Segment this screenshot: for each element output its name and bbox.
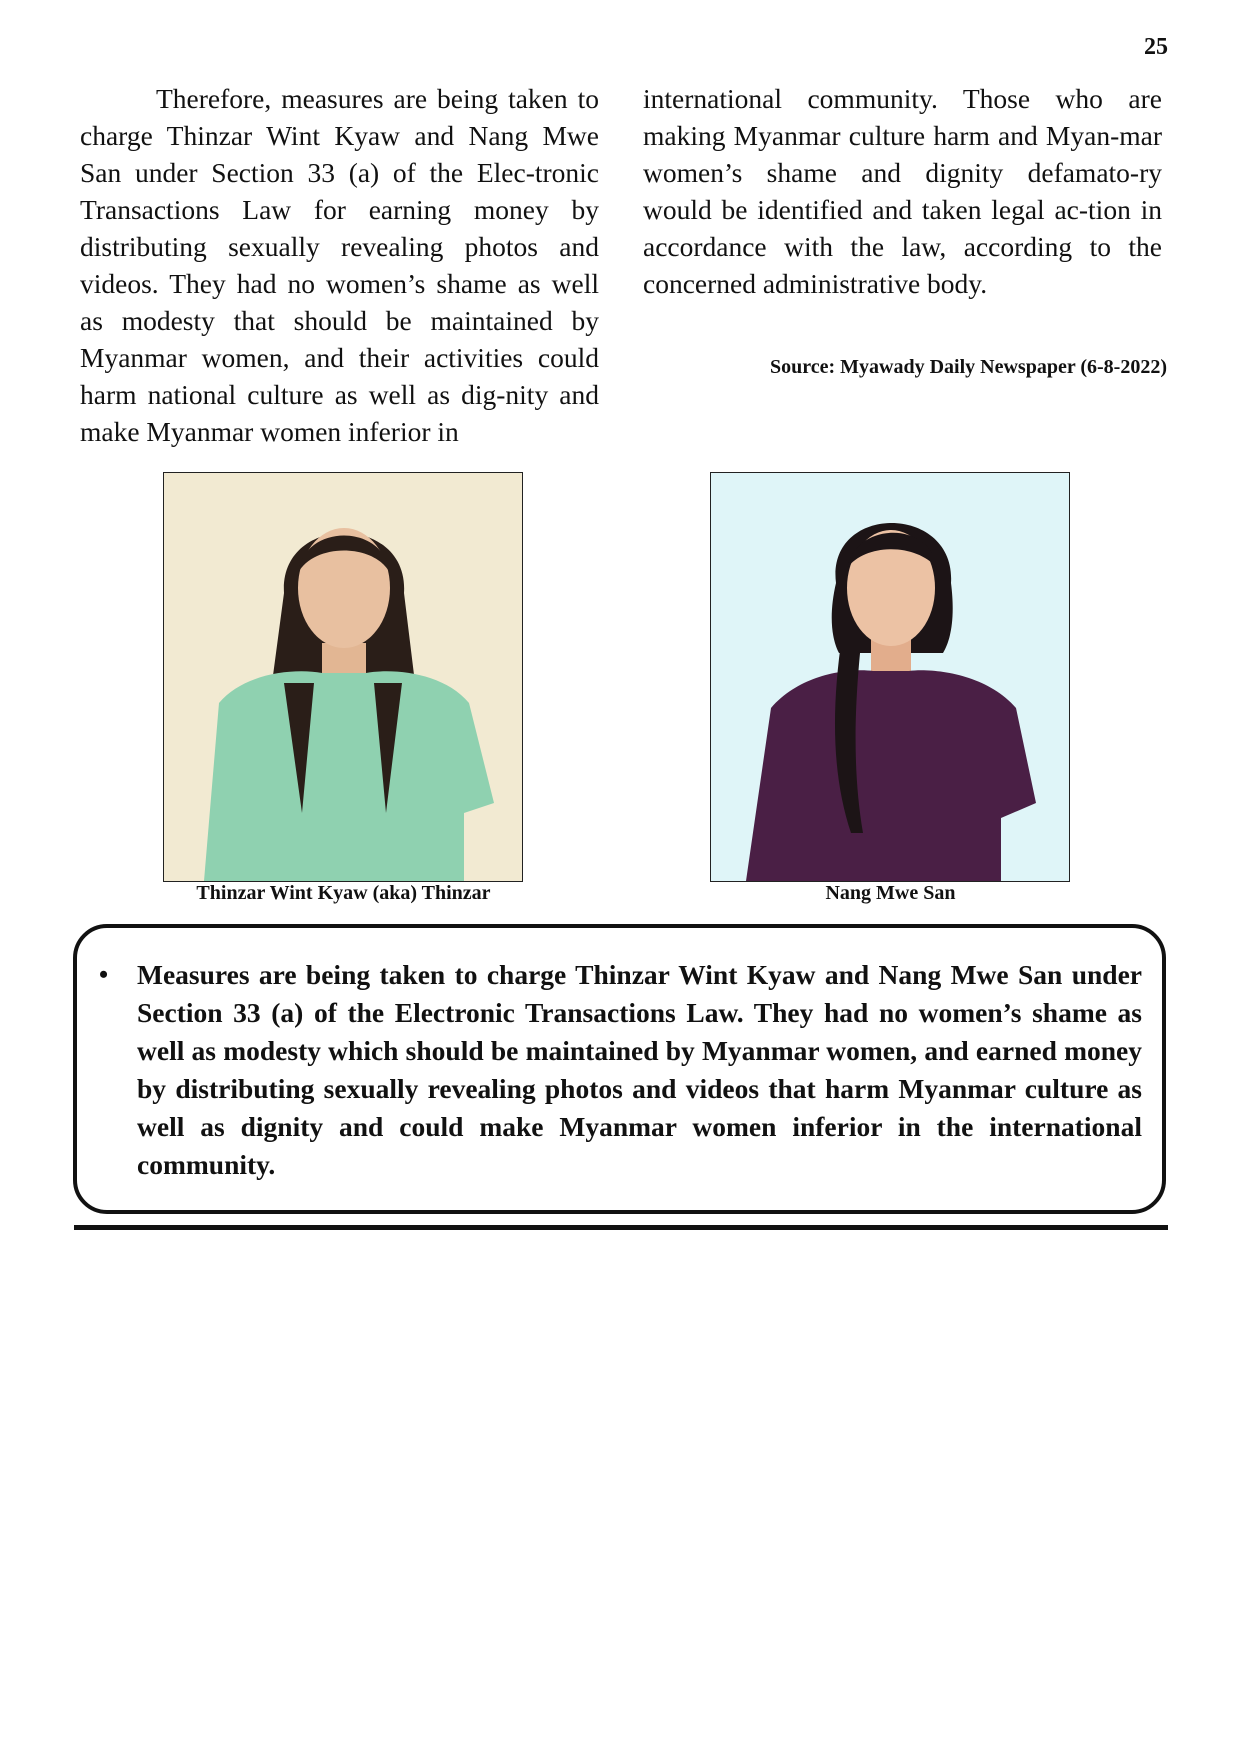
summary-text: Measures are being taken to charge Thinzar Wint Kyaw and Nang Mwe San under Section 33 (a) of the Electronic Transactions Law. They had no women’s shame as well as modesty which should be maintained by Myanmar women, and earned money by distributing sexually revealing photos and videos that harm Myanmar culture as well as dignity and could make Myanmar women inferior in the international community. xyxy=(137,959,1142,1180)
source-citation: Source: Myawady Daily Newspaper (6-8-2022) xyxy=(769,356,1167,378)
right-column xyxy=(643,80,1162,302)
portrait-image xyxy=(711,473,1069,881)
portrait-image xyxy=(164,473,522,881)
summary-box xyxy=(73,924,1166,1214)
photo-nang-mwe-san xyxy=(710,472,1070,882)
summary-item xyxy=(97,956,1142,1184)
photo-caption-right: Nang Mwe San xyxy=(825,882,956,904)
bullet-icon: • xyxy=(99,960,109,989)
photo-caption-left: Thinzar Wint Kyaw (aka) Thinzar xyxy=(196,882,491,904)
right-column-paragraph: international community. Those who are making Myanmar culture harm and Myan-mar women’s shame and dignity defamato-ry would be identified and taken legal ac-tion in accordance with the law, according to the concerned administrative body. xyxy=(643,83,1162,299)
summary-list xyxy=(97,956,1142,1184)
left-column-paragraph: Therefore, measures are being taken to charge Thinzar Wint Kyaw and Nang Mwe San under Section 33 (a) of the Elec-tronic Transactions Law for earning money by distributing sexually revealing photos and videos. They had no women’s shame as well as modesty that should be maintained by Myanmar women, and their activities could harm national culture as well as dig-nity and make Myanmar women inferior in xyxy=(80,83,599,447)
left-column xyxy=(80,80,599,450)
photo-thinzar-wint-kyaw xyxy=(163,472,523,882)
horizontal-rule xyxy=(74,1225,1168,1230)
page-number: 25 xyxy=(1144,34,1168,60)
